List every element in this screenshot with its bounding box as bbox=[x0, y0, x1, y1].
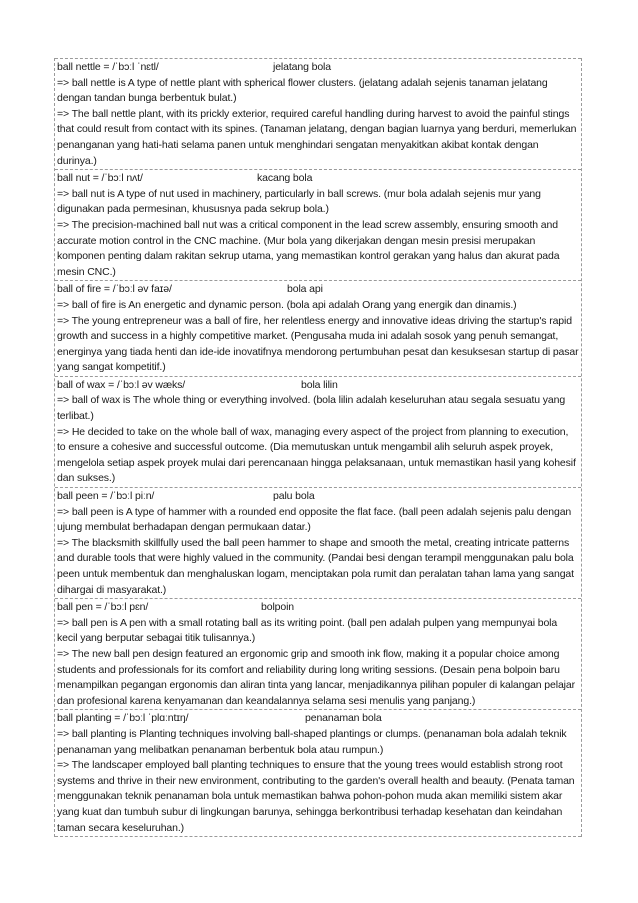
entry-ball-of-wax bbox=[55, 376, 581, 487]
entry-ball-nut bbox=[55, 169, 581, 280]
entry-headline bbox=[57, 489, 579, 505]
definition: => ball nut is A type of nut used in machinery, particularly in ball screws. (mur bola adalah sejenis mur yang digunakan pada permesinan, khususnya pada sekrup bola.) bbox=[57, 187, 541, 216]
headword: ball peen = /ˈbɔːl piːn/ bbox=[57, 490, 155, 503]
entry-ball-pen bbox=[55, 598, 581, 709]
example: => The landscaper employed ball planting techniques to ensure that the young trees would establish strong root systems and thrive in their new environment, contributing to the garden's overall health and beauty. (Penata taman menggunakan teknik penanaman bola untuk memastikan bahwa pohon-pohon muda akan memiliki sistem akar yang kuat dan tumbuh subur di lingkungan barunya, sehingga berkontribusi terhadap kesehatan dan keindahan taman secara keseluruhan.) bbox=[57, 759, 575, 834]
translation: bola api bbox=[287, 283, 323, 296]
translation: bola lilin bbox=[301, 378, 338, 391]
entry-headline bbox=[57, 711, 579, 727]
definition: => ball nettle is A type of nettle plant with spherical flower clusters. (jelatang adalah sejenis tanaman jelatang dengan tandan bunga berbentuk bulat.) bbox=[57, 76, 548, 105]
example: => The new ball pen design featured an ergonomic grip and smooth ink flow, making it a popular choice among students and professionals for its comfort and reliability during long writing sessions. (Desain pena bolpoin baru menampilkan pegangan ergonomis dan aliran tinta yang lancar, menjadikannya pilihan populer di kalangan pelajar dan profesional karena kenyamanan dan keandalannya selama sesi menulis yang panjang.) bbox=[57, 647, 575, 707]
entry-ball-of-fire bbox=[55, 280, 581, 376]
headword: ball nettle = /ˈbɔːl ˈnɛtl/ bbox=[57, 61, 159, 73]
headword: ball of wax = /ˈbɔːl əv wæks/ bbox=[57, 378, 186, 391]
entry-headline bbox=[57, 378, 579, 394]
translation: kacang bola bbox=[257, 172, 313, 185]
example: => The ball nettle plant, with its prickly exterior, required careful handling during harvest to avoid the painful stings that could result from contact with its spines. (Tanaman jelatang, dengan bagian luarnya yang berduri, memerlukan penanganan yang hati-hati selama panen untuk menghindari sengatan menyakitkan akibat kontak dengan durinya.) bbox=[57, 107, 577, 167]
example: => The young entrepreneur was a ball of fire, her relentless energy and innovative ideas driving the startup's rapid growth and success in a highly competitive market. (Pengusaha muda ini adalah sosok yang penuh semangat, energinya yang tiada henti dan ide-ide inovatifnya mendorong pertumbuhan pesat dan kesuksesan startup di pasar yang sangat kompetitif.) bbox=[57, 314, 579, 374]
headword: ball planting = /ˈbɔːl ˈplɑːntɪŋ/ bbox=[57, 712, 189, 725]
entry-ball-nettle bbox=[55, 58, 581, 169]
translation: palu bola bbox=[273, 490, 315, 503]
entry-ball-peen bbox=[55, 487, 581, 598]
headword: ball pen = /ˈbɔːl pɛn/ bbox=[57, 601, 149, 614]
definition: => ball planting is Planting techniques involving ball-shaped plantings or clumps. (penanaman bola adalah teknik penanaman yang melibatkan penanaman berbentuk bola atau rumpun.) bbox=[57, 727, 567, 756]
headword: ball of fire = /ˈbɔːl əv faɪə/ bbox=[57, 283, 172, 296]
entry-headline bbox=[57, 171, 579, 187]
translation: bolpoin bbox=[261, 601, 295, 614]
example: => The blacksmith skillfully used the ball peen hammer to shape and smooth the metal, creating intricate patterns and durable tools that were highly valued in the community. (Pandai besi dengan terampil menggunakan palu bola peen untuk membentuk dan menghaluskan logam, menciptakan pola rumit dan peralatan tahan lama yang sangat dihargai di masyarakat.) bbox=[57, 536, 574, 596]
translation: jelatang bola bbox=[273, 61, 331, 73]
example: => The precision-machined ball nut was a critical component in the lead screw assembly, ensuring smooth and accurate motion control in the CNC machine. (Mur bola yang dikerjakan dengan mesin presisi merupakan komponen penting dalam rakitan sekrup utama, yang memastikan kontrol gerakan yang halus dan akurat pada mesin CNC.) bbox=[57, 218, 560, 278]
translation: penanaman bola bbox=[305, 712, 382, 725]
definition: => ball of fire is An energetic and dynamic person. (bola api adalah Orang yang energik dan dinamis.) bbox=[57, 298, 517, 311]
definition: => ball of wax is The whole thing or everything involved. (bola lilin adalah keseluruhan atau segala sesuatu yang terlibat.) bbox=[57, 394, 566, 423]
dictionary-table bbox=[54, 58, 582, 837]
entry-headline bbox=[57, 60, 579, 76]
example: => He decided to take on the whole ball of wax, managing every aspect of the project from planning to execution, to ensure a cohesive and successful outcome. (Dia memutuskan untuk mengambil alih seluruh aspek proyek, mengelola setiap aspek proyek mulai dari perencanaan hingga pelaksanaan, untuk memastikan hasil yang kohesif dan sukses.) bbox=[57, 425, 576, 485]
definition: => ball pen is A pen with a small rotating ball as its writing point. (ball pen adalah pulpen yang mempunyai bola kecil yang berputar sebagai titik tulisannya.) bbox=[57, 616, 558, 645]
entry-headline bbox=[57, 282, 579, 298]
headword: ball nut = /ˈbɔːl nʌt/ bbox=[57, 172, 143, 185]
entry-ball-planting bbox=[55, 709, 581, 837]
entry-headline bbox=[57, 600, 579, 616]
definition: => ball peen is A type of hammer with a rounded end opposite the flat face. (ball peen adalah sejenis palu dengan ujung membulat berhadapan dengan permukaan datar.) bbox=[57, 505, 572, 534]
